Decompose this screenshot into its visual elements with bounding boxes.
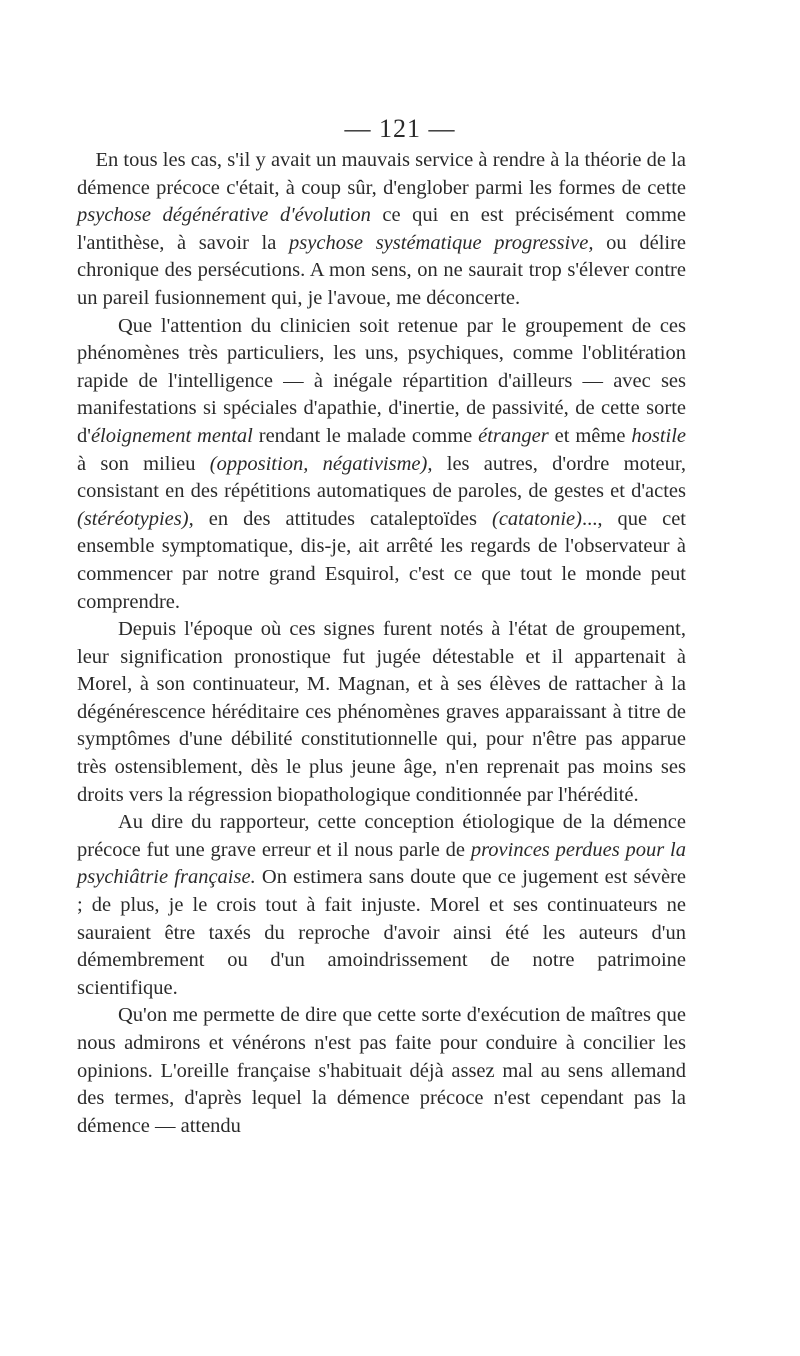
text-run: Que l'attention du clinicien soit retenue par le groupement de ces phénomènes très particuliers, les uns, psychiques, comme l'oblitération rapide de l'intelligence — à inégale répartition d'ailleurs — avec ses manifestations si spéciales d'apathie, d'inertie, de passivité, de cette sorte d' xyxy=(77,314,686,447)
italic-text: (catatonie) xyxy=(492,507,582,530)
text-run: ce qui en est précisément comme l'antithèse, à savoir la xyxy=(77,204,686,254)
paragraph xyxy=(77,147,686,313)
paragraph xyxy=(77,616,686,809)
text-run: les autres, d'ordre moteur, consistant en des répétitions automatiques de paroles, de gestes et d'actes xyxy=(77,452,686,503)
text-run: En tous les cas, s'il y avait un mauvais service à rendre à la théorie de la démence précoce c'était, à coup sûr, d'englober parmi les formes de cette xyxy=(77,149,686,199)
text-run: Au dire du rapporteur, cette conception étiologique de la démence précoce fut une grave erreur et il nous parle de xyxy=(77,811,686,861)
italic-text: hostile xyxy=(631,424,687,447)
text-run: ..., que cet ensemble symptomatique, dis-je, ait arrêté les regards de l'observateur à commencer par notre grand Esquirol, c'est ce que tout le monde peut comprendre. xyxy=(77,507,687,613)
text-run: rendant le malade comme xyxy=(252,424,479,447)
paragraph xyxy=(77,1002,686,1140)
text-run: en des attitudes cataleptoïdes xyxy=(193,507,492,530)
italic-text: (stéréotypies), xyxy=(77,507,194,530)
italic-text: psychose dégénérative d'évolution xyxy=(77,204,371,227)
italic-text: (opposition, négativisme), xyxy=(209,452,433,475)
text-run: et même xyxy=(548,424,632,447)
italic-text: provinces perdues pour la psychiâtrie française. xyxy=(77,838,686,889)
italic-text: étranger xyxy=(478,424,549,447)
text-run: Depuis l'époque où ces signes furent notés à l'état de groupement, leur signification pronostique fut jugée détestable et il appartenait à Morel, à son continuateur, M. Magnan, et à ses élèves de rattacher à la dégénérescence héréditaire ces phénomènes graves apparaissant à titre de symptômes d'une débilité constitutionnelle qui, pour n'être pas apparue très ostensiblement, dès le plus jeune âge, n'en reprenait pas moins ses droits vers la régression biopathologique conditionnée par l'hérédité. xyxy=(77,618,686,806)
page-number: — 121 — xyxy=(344,114,456,143)
paragraph xyxy=(77,809,686,1002)
text-run: On estimera sans doute que ce jugement est sévère ; de plus, je le crois tout à fait injuste. Morel et ses continuateurs ne sauraient être taxés du reproche d'avoir ainsi été les auteurs d'un démembrement ou d'un amoindrissement de notre patrimoine scientifique. xyxy=(77,866,686,999)
text-run: ou délire chronique des persécutions. A mon sens, on ne saurait trop s'élever contre un pareil fusionnement qui, je l'avoue, me déconcerte. xyxy=(77,231,687,309)
paragraph xyxy=(77,313,686,617)
text-run: Qu'on me permette de dire que cette sorte d'exécution de maîtres que nous admirons et vénérons n'est pas faite pour conduire à concilier les opinions. L'oreille française s'habituait déjà assez mal au sens allemand des termes, d'après lequel la démence précoce n'est cependant pas la démence — attendu xyxy=(77,1004,686,1137)
italic-text: psychose systématique progressive, xyxy=(289,231,594,254)
body-text xyxy=(77,147,686,1140)
italic-text: éloignement mental xyxy=(90,424,253,447)
text-run: à son milieu xyxy=(77,452,210,475)
